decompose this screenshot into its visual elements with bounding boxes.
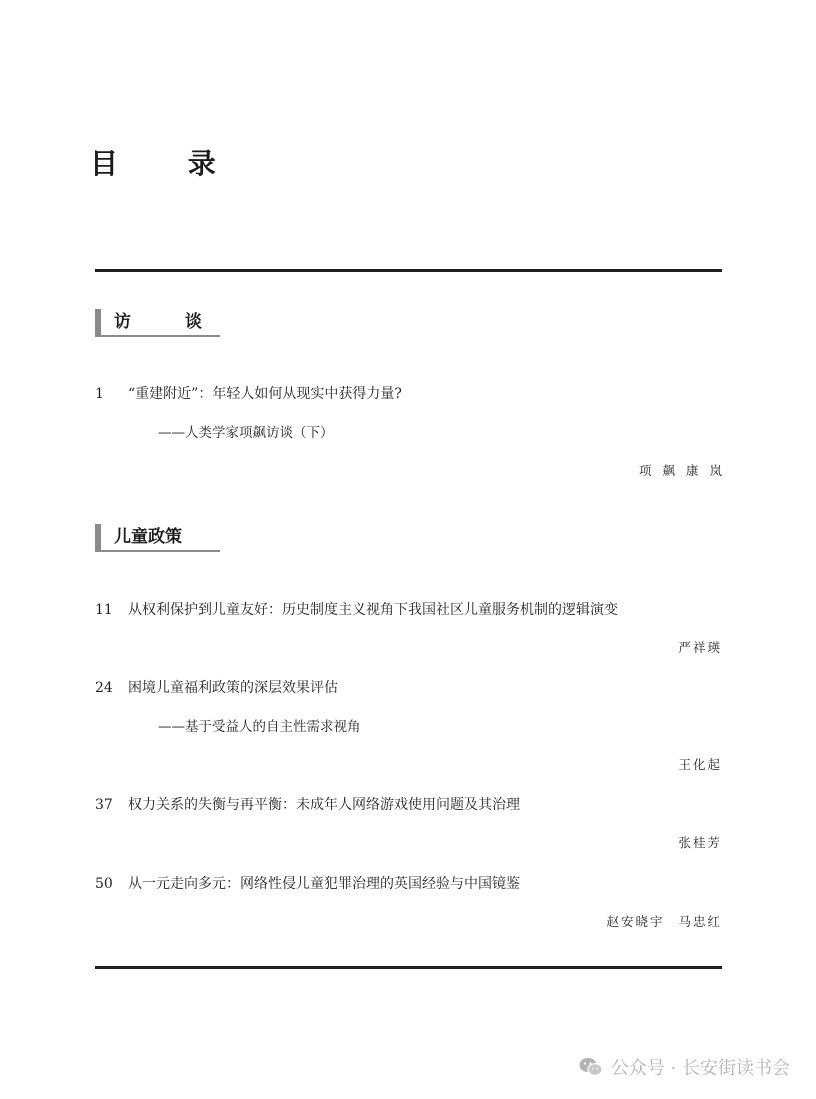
wechat-icon	[579, 1057, 603, 1077]
section-marker	[95, 309, 101, 335]
entry-subtitle: ——人类学家项飙访谈（下）	[158, 425, 334, 441]
page-title: 目 录	[90, 147, 246, 180]
author-name: 赵安晓宇	[606, 914, 665, 929]
bottom-divider	[95, 966, 722, 969]
section-marker	[95, 524, 101, 550]
author-name: 项飙	[638, 463, 686, 478]
entry-title[interactable]: “重建附近”：年轻人如何从现实中获得力量?	[128, 386, 402, 402]
watermark-text: 公众号 · 长安街读书会	[610, 1058, 790, 1079]
entry-authors	[678, 833, 722, 853]
section-label: 儿童政策	[114, 527, 182, 547]
top-divider	[95, 269, 722, 272]
entry-authors	[606, 912, 722, 932]
entry-page-number: 24	[95, 680, 113, 696]
entry-page-number: 11	[95, 602, 113, 618]
toc-entry[interactable]	[95, 873, 722, 929]
toc-entry[interactable]	[95, 383, 733, 478]
watermark	[579, 1054, 790, 1080]
section-header-interview	[95, 309, 226, 337]
section-header-child-policy	[95, 524, 220, 552]
section-label: 访 谈	[114, 312, 226, 332]
toc-entry[interactable]	[95, 794, 722, 850]
entry-subtitle: ——基于受益人的自主性需求视角	[158, 719, 361, 735]
entry-authors	[678, 755, 722, 775]
entry-title[interactable]: 从权利保护到儿童友好：历史制度主义视角下我国社区儿童服务机制的逻辑演变	[128, 602, 618, 618]
entry-page-number: 50	[95, 876, 113, 892]
entry-title[interactable]: 权力关系的失衡与再平衡：未成年人网络游戏使用问题及其治理	[128, 797, 520, 813]
entry-title[interactable]: 困境儿童福利政策的深层效果评估	[128, 680, 338, 696]
entry-title[interactable]: 从一元走向多元：网络性侵儿童犯罪治理的英国经验与中国镜鉴	[128, 876, 520, 892]
entry-authors	[639, 461, 733, 481]
author-name: 严祥瑛	[678, 640, 722, 655]
author-name: 王化起	[678, 757, 722, 772]
entry-authors	[678, 638, 722, 658]
author-name: 马忠红	[678, 914, 722, 929]
author-name: 张桂芳	[678, 835, 722, 850]
entry-page-number: 37	[95, 797, 113, 813]
entry-page-number: 1	[95, 386, 104, 402]
toc-entry[interactable]	[95, 677, 722, 772]
toc-entry[interactable]	[95, 599, 722, 655]
author-name: 康岚	[685, 463, 733, 478]
